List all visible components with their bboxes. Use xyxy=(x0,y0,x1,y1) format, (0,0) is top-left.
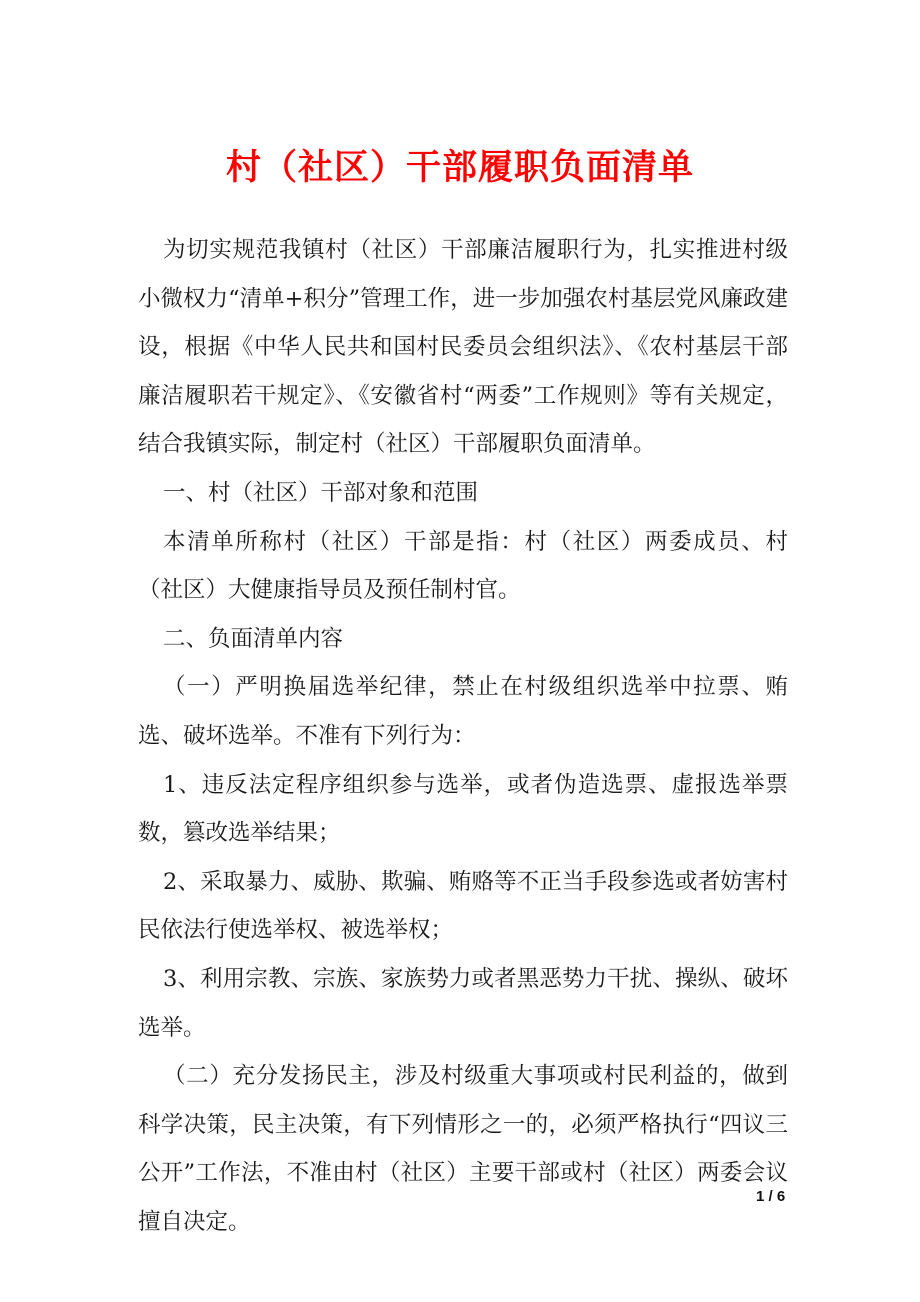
intro-paragraph: 为切实规范我镇村（社区）干部廉洁履职行为，扎实推进村级小微权力“清单+积分”管理工作，进一步加强农村基层党风廉政建设，根据《中华人民共和国村民委员会组织法》、《农村基层干部廉洁履职若干规定》、《安徽省村“两委”工作规则》等有关规定，结合我镇实际，制定村（社区）干部履职负面清单。 xyxy=(138,237,788,458)
page-indicator: 1 / 6 xyxy=(756,1188,786,1205)
subsection-2: （二）充分发扬民主，涉及村级重大事项或村民利益的，做到科学决策，民主决策，有下列情形之一的，必须严格执行“四议三公开”工作法，不准由村（社区）主要干部或村（社区）两委会议擅自决定。 xyxy=(138,1063,788,1235)
subsection-1: （一）严明换届选举纪律，禁止在村级组织选举中拉票、贿选、破坏选举。不准有下列行为： xyxy=(138,674,788,749)
section-heading-1: 一、村（社区）干部对象和范围 xyxy=(163,479,479,506)
scope-paragraph: 本清单所称村（社区）干部是指：村（社区）两委成员、村（社区）大健康指导员及预任制村官。 xyxy=(138,528,788,604)
list-item-2: 2、采取暴力、威胁、欺骗、贿赂等不正当手段参选或者妨害村民依法行使选举权、被选举权； xyxy=(138,868,788,944)
section-heading-2: 二、负面清单内容 xyxy=(163,625,344,652)
list-item-3: 3、利用宗教、宗族、家族势力或者黑恶势力干扰、操纵、破坏选举。 xyxy=(138,965,788,1041)
document-body xyxy=(138,226,788,1246)
list-item-1: 1、违反法定程序组织参与选举，或者伪造选票、虚报选举票数，篡改选举结果； xyxy=(138,771,788,847)
document-title: 村（社区）干部履职负面清单 xyxy=(225,147,694,188)
